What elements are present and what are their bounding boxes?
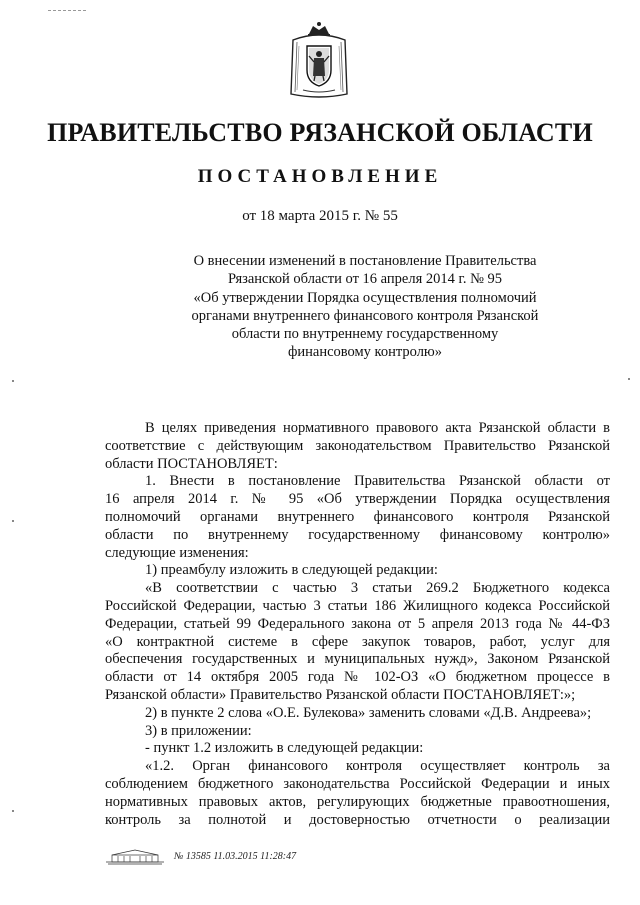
subject-line: области по внутреннему государственному bbox=[231, 326, 499, 343]
coat-of-arms-icon bbox=[287, 20, 351, 102]
body-line: области по внутреннему государственному финансовому контролю» bbox=[105, 526, 610, 543]
scan-artifact bbox=[12, 810, 14, 812]
subject-line: «Об утверждении Порядка осуществления полномочий bbox=[193, 289, 537, 306]
scan-artifact bbox=[628, 378, 630, 380]
document-footer bbox=[104, 848, 364, 868]
document-subject bbox=[165, 252, 565, 362]
building-stamp-icon bbox=[104, 848, 166, 866]
document-body bbox=[105, 420, 610, 829]
subject-line: Рязанской области от 16 апреля 2014 г. № 95 bbox=[227, 271, 503, 288]
scan-artifact bbox=[12, 520, 14, 522]
body-line: «В соответствии с частью 3 статьи 269.2 Бюджетного кодекса bbox=[145, 580, 610, 597]
body-line: нормативных правовых актов, регулирующих бюджетные правоотношения, bbox=[105, 793, 610, 810]
body-line: контроль за полнотой и достоверностью отчетности о реализации bbox=[105, 811, 610, 828]
subject-line: финансовому контролю» bbox=[287, 344, 443, 361]
body-line: области ПОСТАНОВЛЯЕТ: bbox=[105, 455, 278, 472]
document-type: ПОСТАНОВЛЕНИЕ bbox=[197, 166, 443, 187]
body-line: обеспечения государственных и муниципальных нужд», Законом Рязанской bbox=[105, 651, 610, 668]
body-line: - пункт 1.2 изложить в следующей редакции: bbox=[145, 740, 424, 757]
body-line: В целях приведения нормативного правового акта Рязанской области в bbox=[145, 420, 610, 436]
scan-artifact bbox=[12, 380, 14, 382]
body-line: соблюдением бюджетного законодательства Российской Федерации и иных bbox=[105, 775, 610, 792]
body-line: области от 14 октября 2005 года № 102-ОЗ «О бюджетном процессе в bbox=[105, 669, 610, 686]
body-line: 1) преамбулу изложить в следующей редакции: bbox=[145, 562, 438, 579]
body-line: Федерации, статьей 99 Федерального закона от 5 апреля 2013 года № 44-ФЗ bbox=[105, 615, 610, 632]
body-line: Российской Федерации, частью 3 статьи 186 Жилищного кодекса Российской bbox=[105, 597, 610, 614]
registration-code: № 13585 11.03.2015 11:28:47 bbox=[174, 851, 297, 862]
body-line: полномочий органами внутреннего финансового контроля Рязанской bbox=[105, 508, 610, 525]
subject-line: органами внутреннего финансового контроля Рязанской bbox=[191, 307, 539, 324]
scan-mark bbox=[48, 10, 86, 11]
body-line: 1. Внести в постановление Правительства Рязанской области от bbox=[145, 473, 610, 490]
body-line: 3) в приложении: bbox=[145, 722, 252, 739]
body-line: «1.2. Орган финансового контроля осуществляет контроль за bbox=[145, 758, 610, 775]
body-line: 2) в пункте 2 слова «О.Е. Булекова» заменить словами «Д.В. Андреева»; bbox=[145, 704, 592, 721]
body-line: соответствие с действующим законодательством Правительство Рязанской bbox=[105, 437, 610, 454]
body-line: следующие изменения: bbox=[105, 544, 249, 561]
body-line: Рязанской области» Правительство Рязанской области ПОСТАНОВЛЯЕТ:»; bbox=[105, 686, 576, 703]
government-title: ПРАВИТЕЛЬСТВО РЯЗАНСКОЙ ОБЛАСТИ bbox=[47, 118, 593, 147]
subject-line: О внесении изменений в постановление Правительства bbox=[193, 253, 537, 269]
body-line: «О контрактной системе в сфере закупок товаров, работ, услуг для bbox=[105, 633, 610, 650]
body-line: 16 апреля 2014 г. № 95 «Об утверждении Порядка осуществления bbox=[105, 491, 610, 508]
document-date-number: от 18 марта 2015 г. № 55 bbox=[242, 208, 398, 224]
